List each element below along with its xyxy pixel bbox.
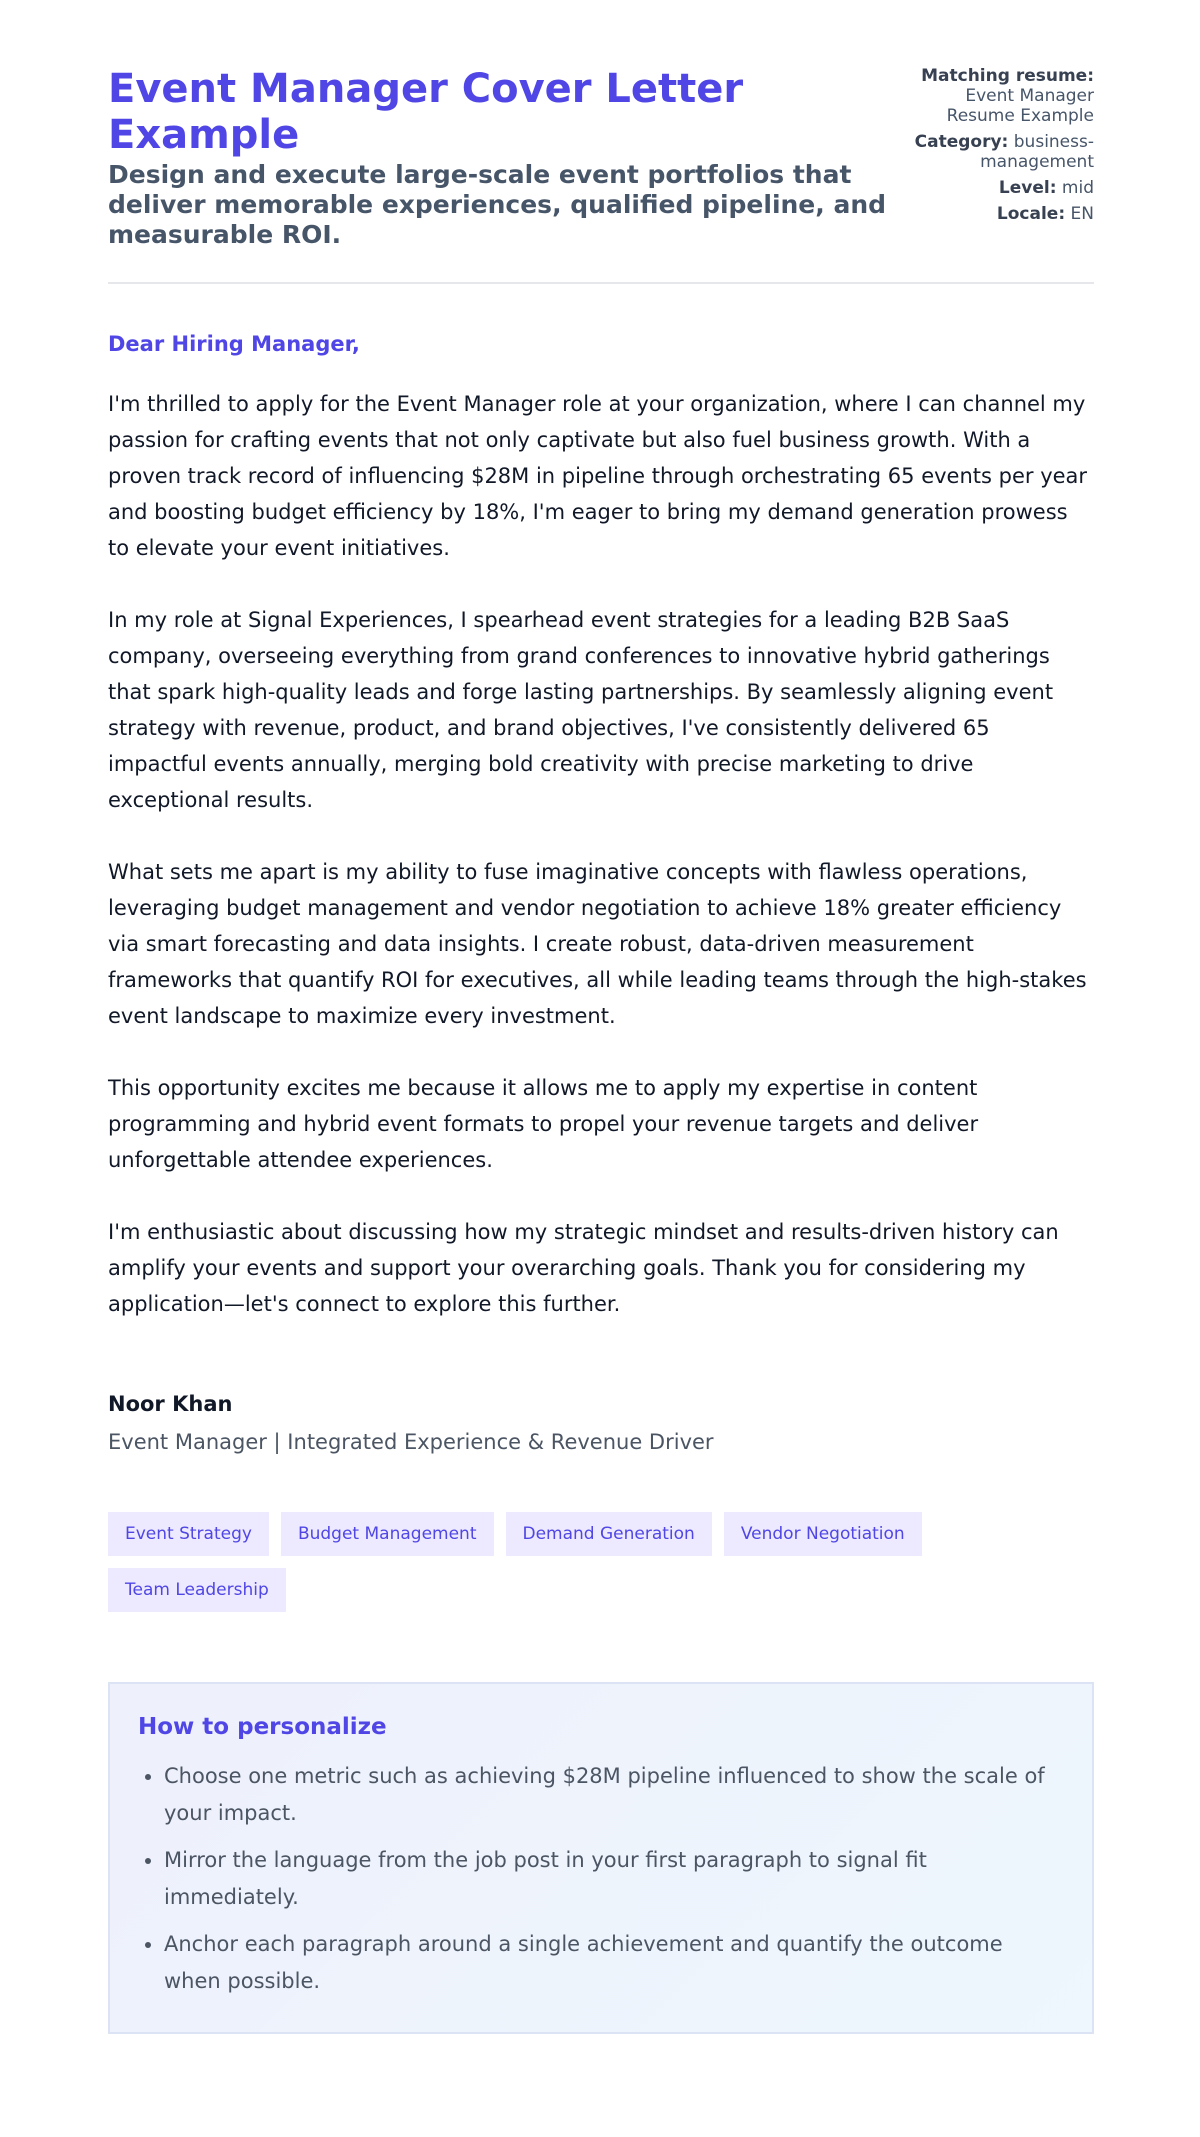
resume-label: Matching resume: — [921, 66, 1094, 86]
locale-value: EN — [1070, 204, 1094, 224]
paragraph: In my role at Signal Experiences, I spearhead event strategies for a leading B2B SaaS company, overseeing everything from grand conferences to innovative hybrid gatherings that spark high-quality leads and forge lasting partnerships. By seamlessly aligning event strategy with revenue, product, and brand objectives, I've consistently delivered 65 impactful events annually, merging bold creativity with precise marketing to drive exceptional results. — [108, 608, 1054, 812]
meta-panel — [904, 66, 1094, 230]
tip-item: • Anchor each paragraph around a single achievement and quantify the outcome when possible. — [164, 1926, 1064, 2000]
category-value: business-management — [980, 132, 1094, 172]
paragraph: This opportunity excites me because it allows me to apply my expertise in content programming and hybrid event formats to propel your revenue targets and deliver unforgettable attendee experiences. — [108, 1076, 979, 1172]
page-title: Event Manager Cover Letter Example — [108, 66, 744, 158]
skill-tag: Demand Generation — [506, 1512, 712, 1556]
letter-body — [108, 386, 1094, 1322]
tip-item: • Choose one metric such as achieving $28M pipeline influenced to show the scale of your impact. — [164, 1758, 1064, 1832]
header — [108, 66, 1094, 250]
signature-name: Noor Khan — [108, 1392, 233, 1416]
level-label: Level: — [998, 178, 1057, 198]
skill-tag: Budget Management — [281, 1512, 494, 1556]
locale-label: Locale: — [996, 204, 1066, 224]
resume-link[interactable]: Event Manager Resume Example — [946, 86, 1094, 126]
personalize-tips — [108, 1682, 1094, 2034]
tips-heading: How to personalize — [138, 1714, 387, 1740]
level-value: mid — [1061, 178, 1094, 198]
paragraph: What sets me apart is my ability to fuse imaginative concepts with flawless operations, leveraging budget management and vendor negotiation to achieve 18% greater efficiency via smart forecasting and data insights. I create robust, data-driven measurement frameworks that quantify ROI for executives, all while leading teams through the high-stakes event landscape to maximize every investment. — [108, 860, 1087, 1028]
signature-title: Event Manager | Integrated Experience & Revenue Driver — [108, 1430, 714, 1454]
skill-tag: Team Leadership — [108, 1568, 286, 1612]
greeting: Dear Hiring Manager, — [108, 332, 360, 356]
skill-tag: Vendor Negotiation — [724, 1512, 922, 1556]
tip-item: • Mirror the language from the job post in your first paragraph to signal fit immediately. — [164, 1842, 1064, 1916]
skill-tag: Event Strategy — [108, 1512, 269, 1556]
paragraph: I'm enthusiastic about discussing how my strategic mindset and results-driven history can amplify your events and support your overarching goals. Thank you for considering my application—let's connect to explore this further. — [108, 1220, 1059, 1316]
skill-tags — [108, 1512, 968, 1612]
divider — [108, 282, 1094, 284]
cover-letter-page — [108, 66, 1094, 2034]
paragraph: I'm thrilled to apply for the Event Manager role at your organization, where I can channel my passion for crafting events that not only captivate but also fuel business growth. With a proven track record of influencing $28M in pipeline through orchestrating 65 events per year and boosting budget efficiency by 18%, I'm eager to bring my demand generation prowess to elevate your event initiatives. — [108, 392, 1088, 560]
page-subtitle: Design and execute large-scale event portfolios that deliver memorable experiences, qualified pipeline, and measurable ROI. — [108, 160, 887, 249]
category-label: Category: — [914, 132, 1009, 152]
